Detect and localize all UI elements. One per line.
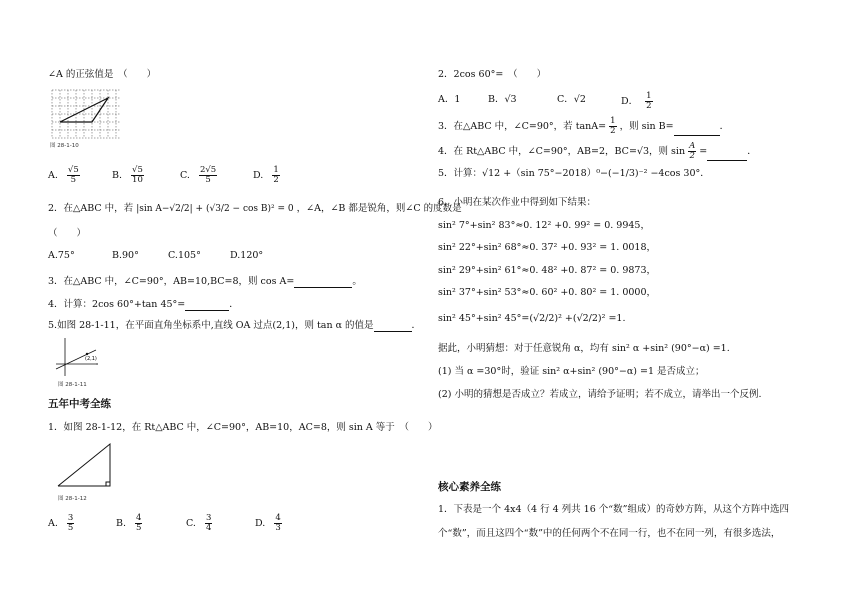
r-q3-fraction: $\frac{1}{2}$ [610, 116, 616, 136]
figure-28-1-10-caption: 图 28-1-10 [50, 143, 79, 149]
section-heading-exam-practice: 五年中考全练 [48, 398, 111, 410]
sin-options [48, 166, 80, 185]
q2-option-c: C.105° [168, 250, 201, 261]
r-q2-option-b: B．√3 [488, 94, 517, 105]
option-b: B. $\frac{√5}{10}$ [112, 165, 143, 185]
r-question-2: 2．2cos 60°= （ ） [438, 69, 547, 80]
q4-answer-blank[interactable] [185, 310, 229, 311]
core-question-1-line-2: 个“数”，而且这四个“数”中的任何两个不在同一行，也不在同一列，有很多选法， [438, 528, 781, 539]
question-5: 5.如图 28-1-11，在平面直角坐标系中,直线 OA 过点(2,1)，则 tan α 的值是 ． [48, 320, 422, 331]
core-question-1-line-1: 1．下表是一个 4x4（4 行 4 列共 16 个“数”组成）的奇妙方阵，从这个方阵中选四 [438, 504, 789, 515]
figure-28-1-11 [54, 336, 100, 378]
r-q4-fraction: $\frac{A}{2}$ [689, 141, 696, 161]
exam-q1-option-a-fraction: $\frac{3}{5}$ [67, 513, 74, 533]
part-1: (1) 当 α =30°时，验证 sin² α+sin² (90°−α) =1 是否成立； [438, 366, 705, 377]
r-question-3: 3．在△ABC 中，∠C=90°，若 tanA= $\frac{1}{2}$ ，则 sin B= ． [438, 116, 730, 136]
result-line-1: sin² 7°+sin² 83°≈0. 12² +0. 99² = 0. 9945， [438, 220, 650, 231]
exam-q1-option-a: A. $\frac{3}{5}$ [48, 513, 74, 533]
part-2: (2) 小明的猜想是否成立？若成立，请给予证明；若不成立，请举出一个反例. [438, 389, 762, 400]
q5-answer-blank[interactable] [374, 331, 412, 332]
exam-question-1: 1．如图 28-1-12，在 Rt△ABC 中，∠C=90°，AB=10，AC=8，则 sin A 等于 （ ） [48, 422, 438, 433]
r-q2-option-d: D． $\frac{1}{2}$ [621, 91, 652, 111]
exam-q1-option-c: C. $\frac{3}{4}$ [186, 513, 212, 533]
question-2: 2．在△ABC 中，若 |sin A−√2/2| + (√3/2 − cos B)² = 0 ，∠A，∠B 都是锐角，则∠C 的度数是 [48, 203, 462, 214]
figure-28-1-10 [50, 88, 122, 140]
figure-28-1-12-caption: 图 28-1-12 [58, 496, 87, 502]
result-line-5: sin² 45°+sin² 45°=(√2/2)² +(√2/2)² =1. [438, 313, 626, 324]
exam-q1-option-b-fraction: $\frac{4}{5}$ [136, 513, 142, 533]
result-line-3: sin² 29°+sin² 61°≈0. 48² +0. 87² = 0. 9873， [438, 265, 657, 276]
r-q2-option-d-fraction: $\frac{1}{2}$ [646, 91, 652, 111]
exam-q1-option-d-fraction: $\frac{4}{3}$ [275, 513, 281, 533]
r-question-4: 4．在 Rt△ABC 中，∠C=90°，AB=2，BC=√3，则 sin $\frac{A}{2}$ = ． [438, 141, 757, 161]
section-heading-core-literacy: 核心素养全练 [438, 481, 501, 493]
r-q2-option-c: C．√2 [557, 94, 586, 105]
option-c: C. $\frac{2√5}{5}$ [180, 165, 217, 185]
r-q4-answer-blank[interactable] [707, 160, 747, 161]
question-2-paren: （ ） [48, 228, 87, 239]
q2-option-a: A.75° [48, 250, 75, 261]
option-a-label: A. [48, 170, 58, 181]
result-line-2: sin² 22°+sin² 68°≈0. 37² +0. 93² = 1. 0018， [438, 242, 657, 253]
q2-option-d: D.120° [230, 250, 264, 261]
point-a-label: (2,1) [85, 356, 97, 362]
figure-28-1-11-caption: 图 28-1-11 [58, 382, 87, 388]
r-question-5: 5．计算：√12 +（sin 75°−2018）⁰−(−1/3)⁻² −4cos 30°． [438, 168, 710, 179]
q3-answer-blank[interactable] [294, 287, 352, 288]
question-sin-a: ∠A 的正弦值是 （ ） [48, 69, 157, 80]
r-q3-answer-blank[interactable] [674, 135, 720, 136]
option-d: D. $\frac{1}{2}$ [253, 165, 279, 185]
question-4: 4．计算：2cos 60°+tan 45°= ． [48, 299, 239, 310]
r-q2-option-a: A．1 [438, 94, 461, 105]
q2-option-b: B.90° [112, 250, 139, 261]
guess-statement: 据此，小明猜想：对于任意锐角 α，均有 sin² α +sin² (90°−α) =1. [438, 343, 730, 354]
option-c-fraction: $\frac{2√5}{5}$ [199, 165, 217, 185]
figure-28-1-12 [54, 440, 116, 492]
exam-q1-option-c-fraction: $\frac{3}{4}$ [205, 513, 212, 533]
option-a-fraction: $\frac{√5}{5}$ [67, 165, 79, 185]
q2-expression: |sin A−√2/2| + (√3/2 − cos B)² = 0 [136, 204, 294, 214]
r-question-6: 6．小明在某次作业中得到如下结果： [438, 197, 597, 208]
option-b-fraction: $\frac{√5}{10}$ [132, 165, 143, 185]
exam-q1-option-d: D. $\frac{4}{3}$ [255, 513, 281, 533]
option-d-fraction: $\frac{1}{2}$ [273, 165, 279, 185]
result-line-4: sin² 37°+sin² 53°≈0. 60² +0. 80² = 1. 0000， [438, 287, 657, 298]
exam-q1-option-b: B. $\frac{4}{5}$ [116, 513, 142, 533]
question-3: 3．在△ABC 中，∠C=90°，AB=10,BC=8，则 cos A= 。 [48, 276, 362, 287]
